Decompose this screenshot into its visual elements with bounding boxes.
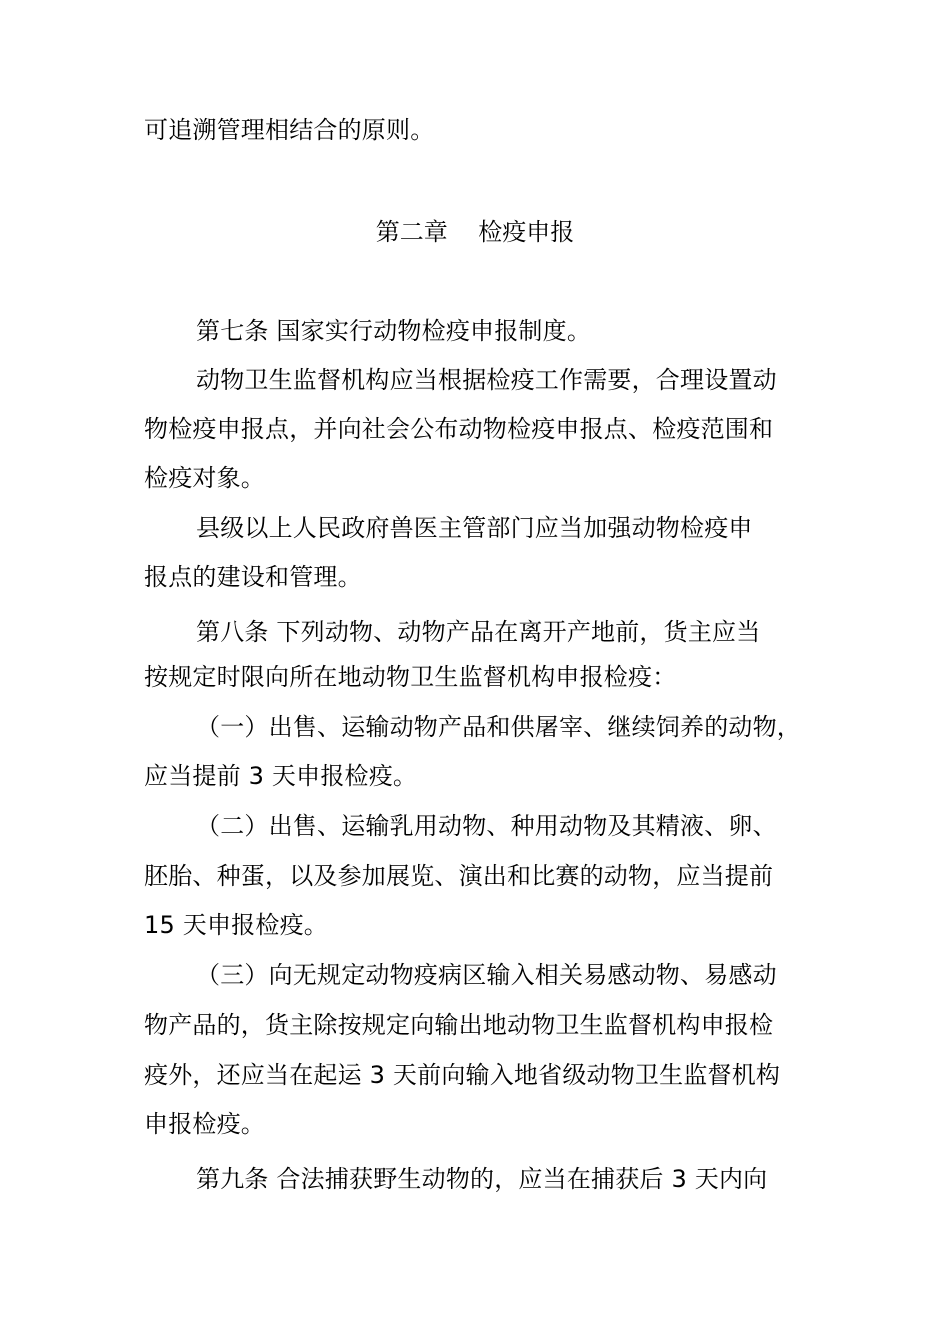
- article-7-paragraph-1-line-2: 物检疫申报点，并向社会公布动物检疫申报点、检疫范围和: [144, 415, 774, 443]
- article-8-item-2-line-1: （二）出售、运输乳用动物、种用动物及其精液、卵、: [196, 812, 777, 840]
- article-7-paragraph-1-line-3: 检疫对象。: [144, 464, 265, 492]
- article-8-line-2: 按规定时限向所在地动物卫生监督机构申报检疫：: [144, 663, 677, 691]
- article-7-paragraph-2-line-1: 县级以上人民政府兽医主管部门应当加强动物检疫申: [196, 514, 753, 542]
- article-8-item-3-line-3: 疫外，还应当在起运 3 天前向输入地省级动物卫生监督机构: [144, 1061, 781, 1089]
- article-8-item-3-line-4: 申报检疫。: [144, 1110, 265, 1138]
- article-7-paragraph-1-line-1: 动物卫生监督机构应当根据检疫工作需要，合理设置动: [196, 366, 777, 394]
- article-7-paragraph-2-line-2: 报点的建设和管理。: [144, 563, 362, 591]
- article-8-item-1-line-1: （一）出售、运输动物产品和供屠宰、继续饲养的动物，: [196, 713, 801, 741]
- chapter-heading: 第二章 检疫申报: [375, 218, 575, 246]
- article-8-item-3-line-2: 物产品的，货主除按规定向输出地动物卫生监督机构申报检: [144, 1011, 774, 1039]
- text-line-previous-principle: 可追溯管理相结合的原则。: [144, 116, 435, 144]
- article-8-item-2-line-3: 15 天申报检疫。: [144, 911, 328, 939]
- article-7-heading: 第七条 国家实行动物检疫申报制度。: [196, 317, 592, 345]
- article-9-line-1: 第九条 合法捕获野生动物的，应当在捕获后 3 天内向: [196, 1165, 768, 1193]
- article-8-item-2-line-2: 胚胎、种蛋，以及参加展览、演出和比赛的动物，应当提前: [144, 862, 774, 890]
- article-8-item-1-line-2: 应当提前 3 天申报检疫。: [144, 762, 418, 790]
- article-8-item-3-line-1: （三）向无规定动物疫病区输入相关易感动物、易感动: [196, 961, 777, 989]
- article-8-line-1: 第八条 下列动物、动物产品在离开产地前，货主应当: [196, 618, 761, 646]
